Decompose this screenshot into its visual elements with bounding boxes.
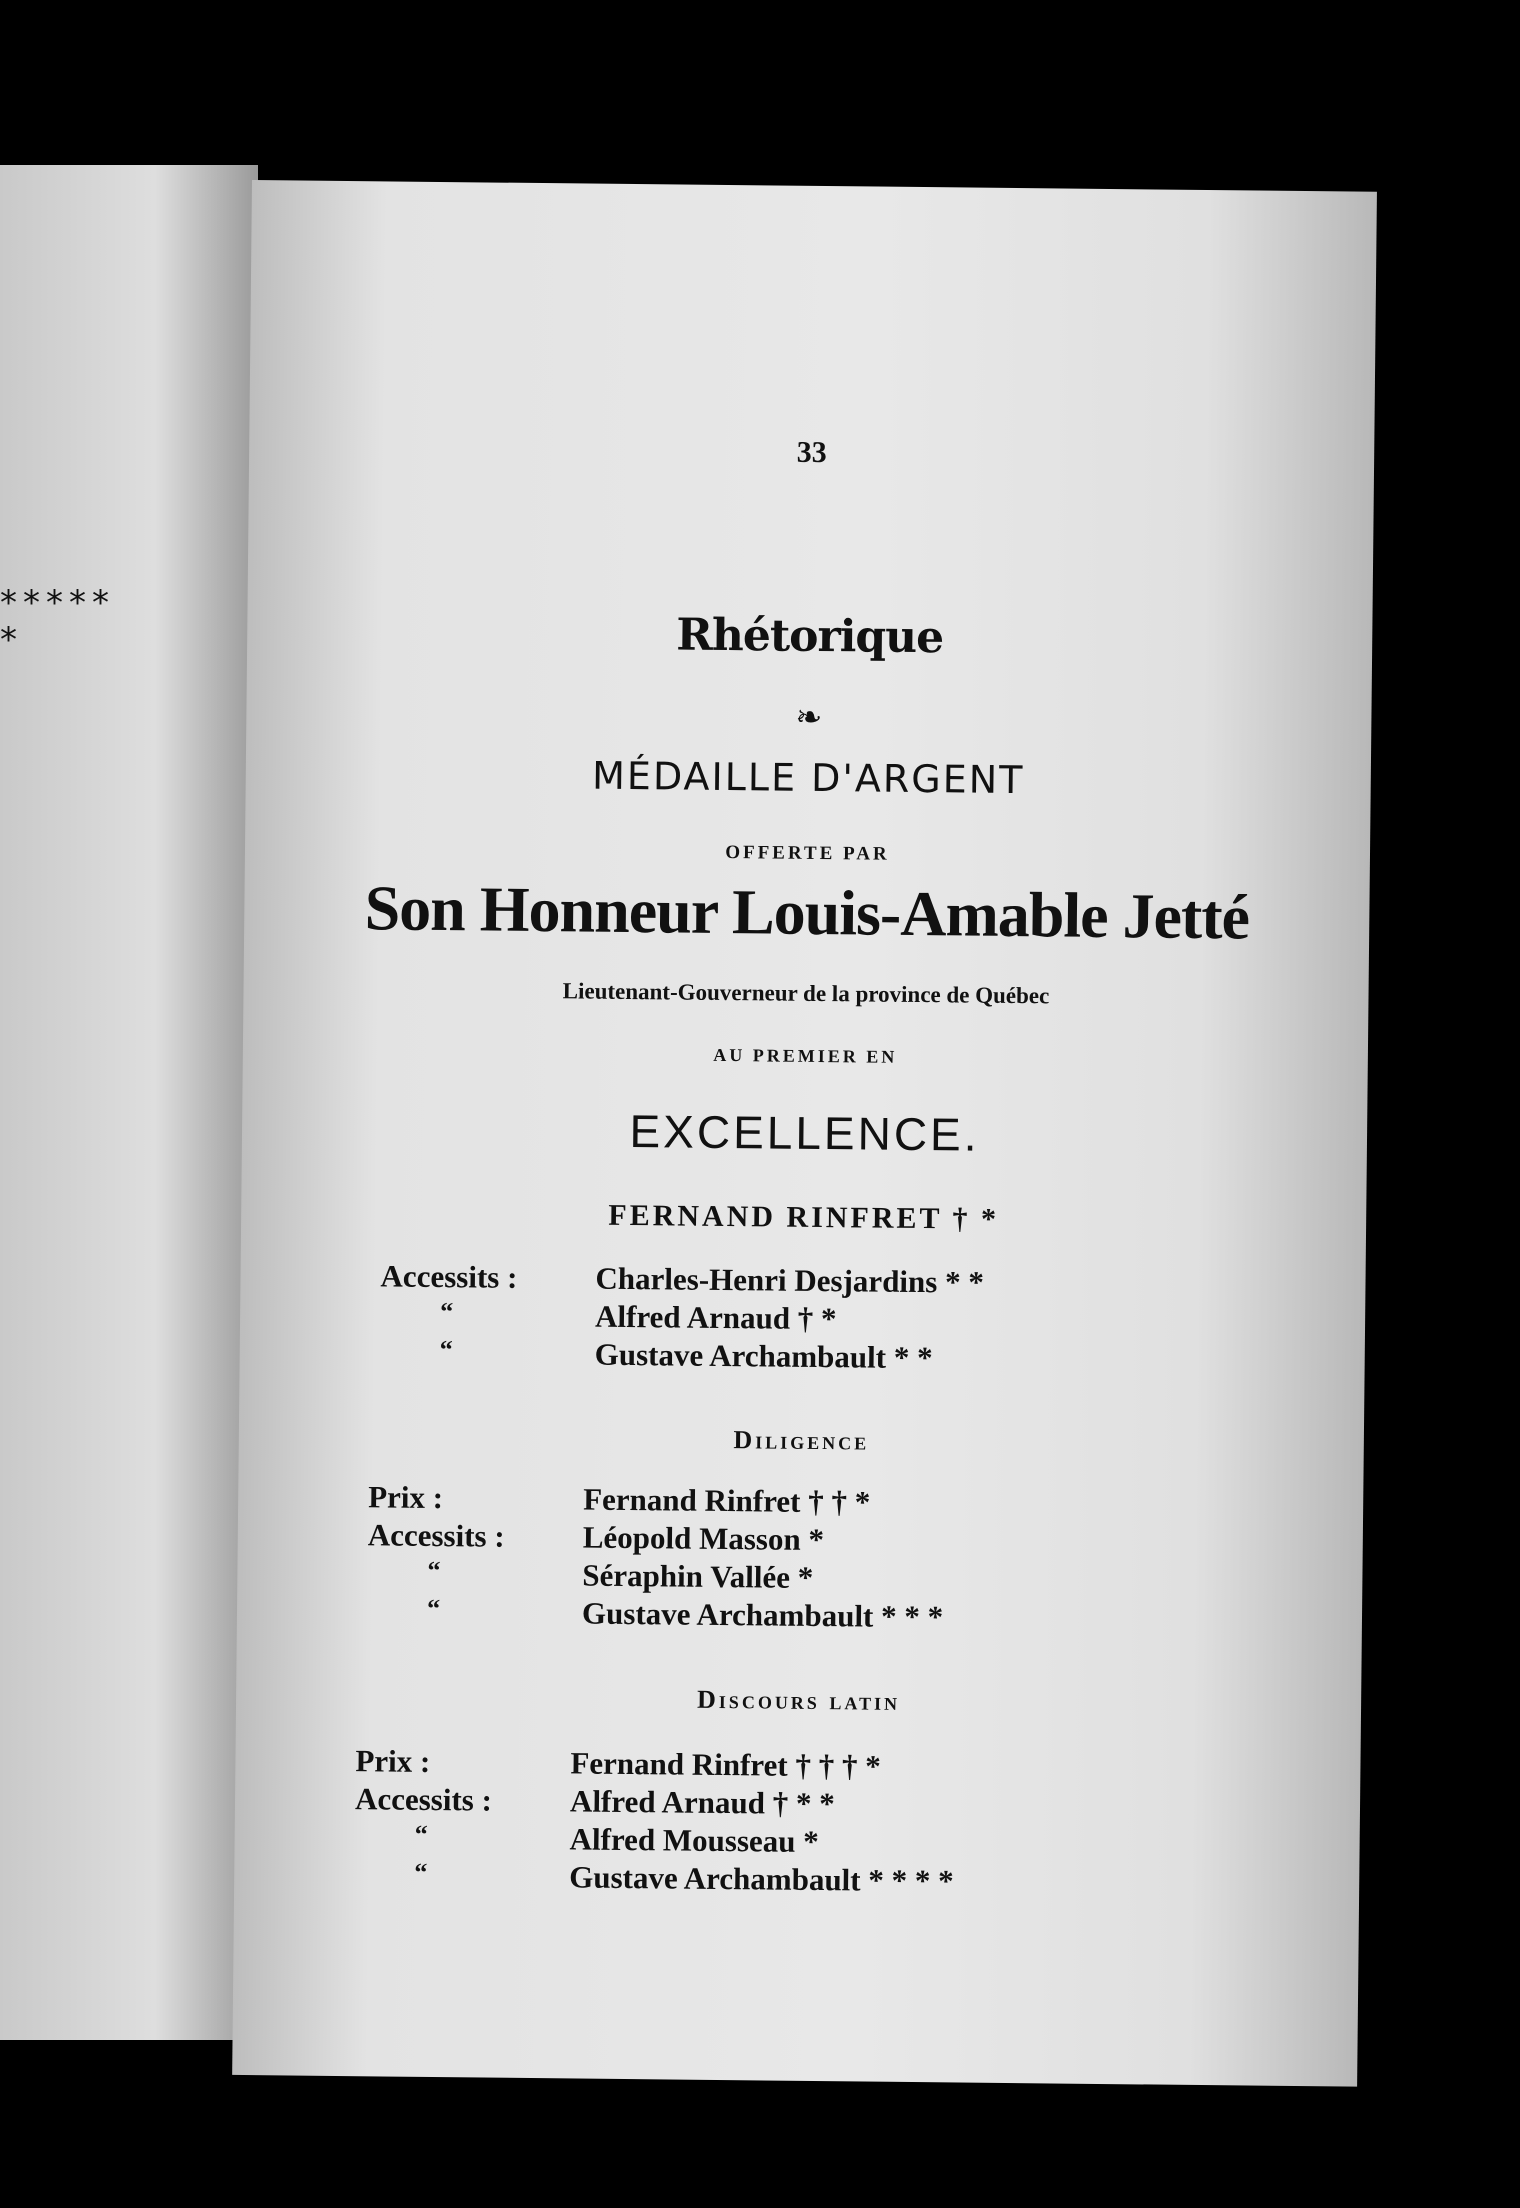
accessit-name: Charles-Henri Desjardins * * [595,1260,985,1300]
discours-latin-name: Fernand Rinfret † † † * [570,1745,881,1784]
diligence-name: Gustave Archambault * * * [581,1595,944,1635]
prix-label: Prix : [368,1479,444,1516]
accessits-label: Accessits : [367,1517,505,1554]
accessits-label: Accessits : [380,1258,518,1295]
flourish-ornament: ❧ [795,698,823,736]
discours-latin-name: Gustave Archambault * * * * [569,1859,954,1899]
ditto-mark: “ [414,1819,428,1849]
left-page-edge [0,165,258,2040]
ditto-mark: “ [439,1335,453,1365]
diligence-name: Fernand Rinfret † † * [583,1481,871,1520]
ditto-mark: “ [426,1593,441,1624]
offered-by-line: OFFERTE PAR [725,841,890,865]
page-number: 33 [796,435,827,470]
section-title: Rhétorique [676,609,944,664]
honoree-name: Son Honneur Louis-Amable Jetté [364,872,1250,953]
au-premier-line: AU PREMIER EN [713,1044,898,1067]
honoree-office: Lieutenant-Gouverneur de la province de Québec [562,978,1050,1009]
left-page-stars: ***** [0,583,115,623]
discours-latin-name: Alfred Mousseau * [569,1821,819,1860]
accessit-name: Alfred Arnaud † * [594,1298,837,1337]
ditto-mark: “ [440,1297,454,1327]
discours-latin-name: Alfred Arnaud † * * [569,1783,835,1822]
discours-latin-heading: Discours latin [696,1684,901,1716]
excellence-heading: EXCELLENCE. [629,1105,980,1161]
accessit-name: Gustave Archambault * * [594,1336,933,1376]
diligence-heading: Diligence [733,1425,870,1456]
diligence-name: Séraphin Vallée * [582,1557,814,1595]
ditto-mark: “ [414,1857,428,1887]
left-page-stars: * [0,620,23,660]
accessits-label: Accessits : [354,1781,493,1818]
medal-heading: MÉDAILLE D'ARGENT [591,753,1025,803]
document-page [232,180,1377,2087]
diligence-name: Léopold Masson * [582,1519,825,1558]
prix-label: Prix : [355,1743,431,1779]
excellence-winner: FERNAND RINFRET † * [608,1198,1000,1236]
ditto-mark: “ [427,1555,441,1586]
